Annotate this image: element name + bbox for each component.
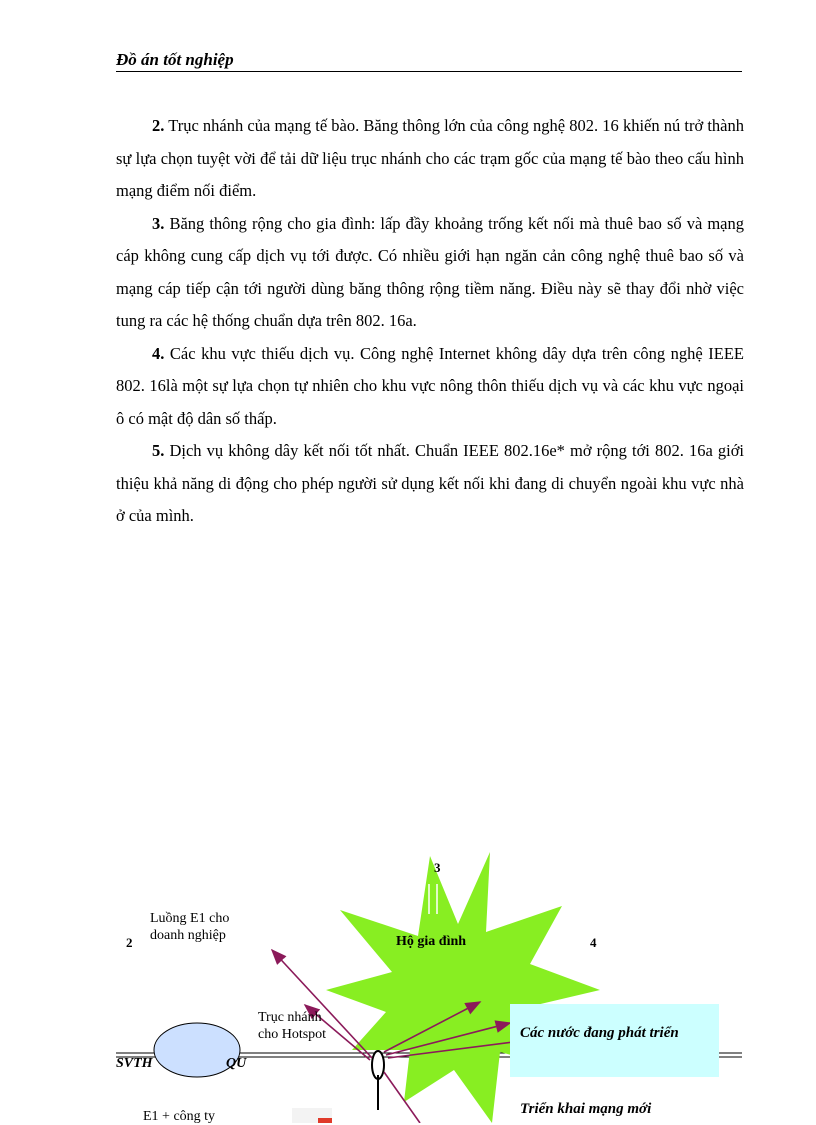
paragraph-3 [116, 208, 744, 338]
label-e1-company: E1 + công ty [143, 1109, 216, 1124]
paragraph-number: 4. [152, 343, 165, 363]
bottom-red-fragment [318, 1118, 332, 1123]
developing-countries-box [510, 1004, 719, 1077]
diagram-number-3: 3 [434, 860, 441, 875]
body-text [116, 110, 744, 533]
label-e1-enterprise [150, 910, 229, 944]
diagram-number-2: 2 [126, 935, 133, 950]
paragraph-5 [116, 435, 744, 533]
paragraph-2 [116, 110, 744, 208]
paragraph-number: 2. [152, 116, 165, 135]
paragraph-number: 3. [152, 213, 165, 233]
paragraph-text: Trục nhánh của mạng tế bào. Băng thông lớn của công nghệ 802. 16 khiến nú trở thành sự lựa chọn tuyệt vời để tải dữ liệu trục nhánh cho các trạm gốc của mạng tế bào theo cấu hình mạng điểm nối điểm. [116, 116, 744, 200]
label-new-deployment: Triển khai mạng mới [520, 1101, 652, 1117]
paragraph-text: Băng thông rộng cho gia đình: lấp đầy khoảng trống kết nối mà thuê bao số và mạng cáp không cung cấp dịch vụ tới được. Có nhiều giới hạn ngăn cản công nghệ thuê bao số và mạng cáp tiếp cận tới người dùng băng thông rộng tiềm năng. Điều này sẽ thay đổi nhờ việc tung ra các hệ thống chuẩn dựa trên 802. 16a. [116, 213, 744, 330]
household-starburst [326, 852, 600, 1123]
paragraph-4 [116, 338, 744, 436]
footer-svth: SVTH [116, 1056, 153, 1071]
diagram-number-4: 4 [590, 935, 597, 950]
label-hotspot-backhaul [258, 1009, 326, 1043]
developing-countries-label: Các nước đang phát triển [520, 1025, 679, 1041]
label-line: cho Hotspot [258, 1027, 327, 1042]
household-label: Hộ gia đình [396, 934, 467, 949]
page-header-title: Đồ án tốt nghiệp [116, 50, 234, 69]
label-line: Luồng E1 cho [150, 911, 230, 926]
label-line: doanh nghiệp [150, 928, 226, 943]
footer-fragment: QU [226, 1056, 247, 1071]
paragraph-text: Dịch vụ không dây kết nối tốt nhất. Chuẩn IEEE 802.16e* mở rộng tới 802. 16a giới thiệu khả năng di động cho phép người sử dụng kết nối khi đang di chuyển ngoài khu vực nhà ở của mình. [116, 441, 744, 525]
paragraph-number: 5. [152, 441, 165, 460]
label-line: Trục nhánh [258, 1010, 322, 1025]
paragraph-text: Các khu vực thiếu dịch vụ. Công nghệ Internet không dây dựa trên công nghệ IEEE 802. 16là một sự lựa chọn tự nhiên cho khu vực nông thôn thiếu dịch vụ và các khu vực ngoại ô có mật độ dân số thấp. [116, 343, 744, 428]
tower-icon [372, 1051, 384, 1079]
diagram-graphics [0, 840, 816, 1123]
network-diagram [0, 840, 816, 1123]
header-rule [116, 71, 742, 72]
